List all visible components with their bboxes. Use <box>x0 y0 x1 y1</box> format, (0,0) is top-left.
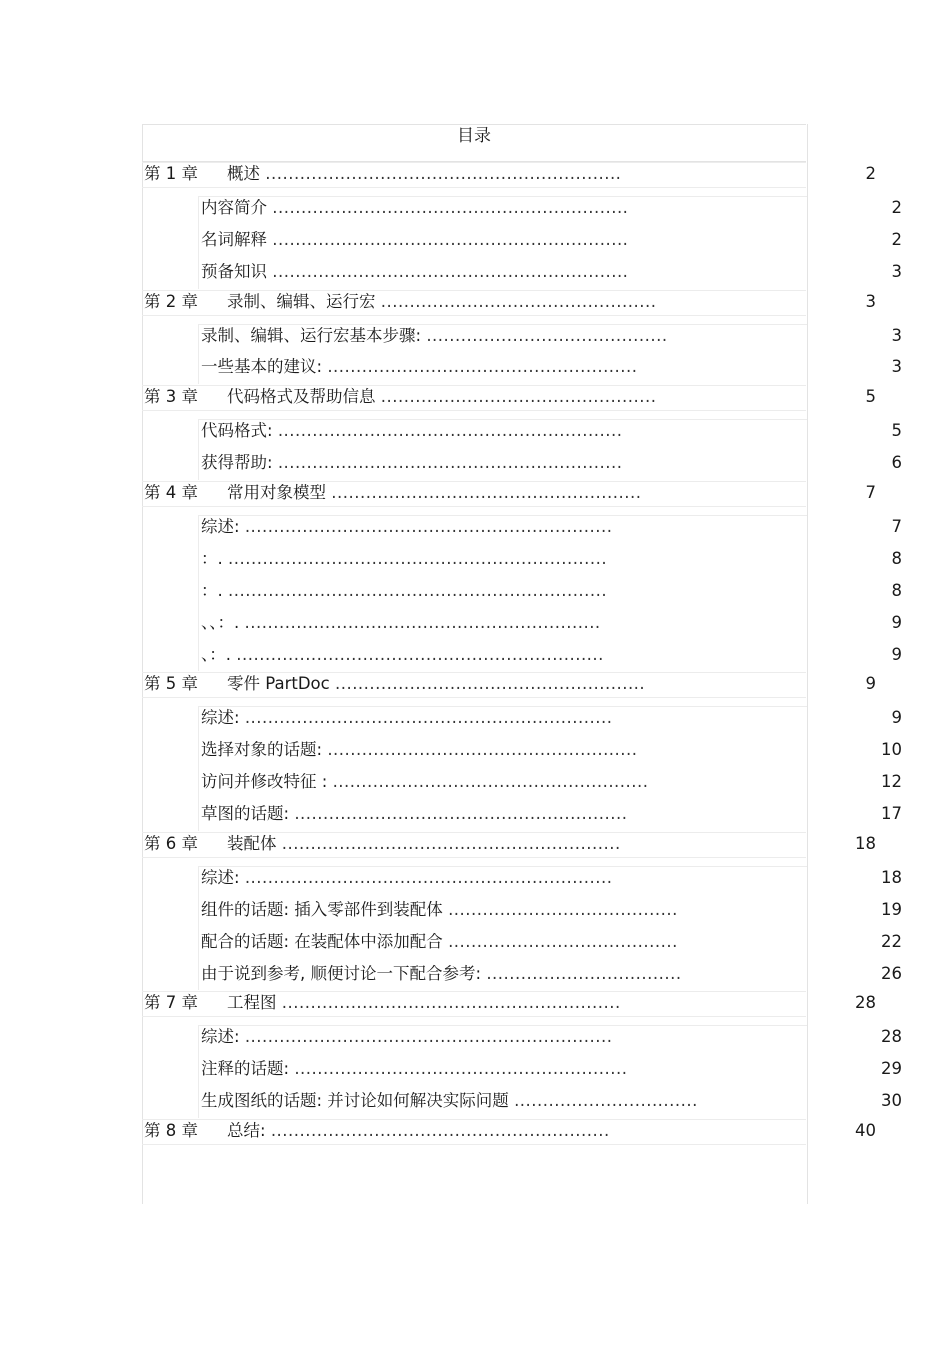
section-page-number: 9 <box>891 612 902 632</box>
toc-chapter-entry[interactable] <box>0 385 950 409</box>
section-title-line <box>201 228 628 252</box>
section-page-number: 6 <box>891 453 902 473</box>
toc-section-entry[interactable] <box>0 770 950 794</box>
section-page-number: 17 <box>881 804 902 823</box>
section-title-line <box>201 196 628 220</box>
section-title: 注释的话题: <box>201 1059 290 1079</box>
section-title-line <box>201 260 628 284</box>
section-title-line <box>201 451 623 475</box>
section-title: 综述: <box>201 708 240 728</box>
toc-section-entry[interactable] <box>0 898 950 922</box>
dot-leader: ........................................................... <box>270 1121 610 1140</box>
section-title: 组件的话题: 插入零部件到装配体 <box>201 899 443 919</box>
section-title-line <box>201 802 628 826</box>
toc-section-entry[interactable] <box>0 1025 950 1049</box>
dot-leader: ................................................................ <box>244 516 613 536</box>
toc-section-entry[interactable] <box>0 1057 950 1081</box>
section-title: 获得帮助: <box>201 453 273 473</box>
section-title: 预备知识 <box>201 261 267 281</box>
toc-section-entry[interactable] <box>0 706 950 730</box>
section-title-line <box>201 770 649 794</box>
toc-section-entry[interactable] <box>0 547 950 571</box>
dot-leader: ............................................................ <box>277 453 623 473</box>
section-page-number: 2 <box>891 229 902 249</box>
toc-section-entry[interactable] <box>0 866 950 890</box>
toc-section-entry[interactable] <box>0 579 950 603</box>
section-title: 内容简介 <box>201 197 267 217</box>
section-page-number: 8 <box>891 548 902 568</box>
section-title: 草图的话题: <box>201 804 290 823</box>
section-page-number: 5 <box>891 421 902 441</box>
chapter-number: 第 7 章 <box>144 993 198 1013</box>
toc-section-entry[interactable] <box>0 260 950 284</box>
chapter-title-line <box>227 1119 610 1143</box>
section-title-line <box>201 898 678 922</box>
chapter-number: 第 2 章 <box>144 291 198 311</box>
section-title-line <box>201 324 668 348</box>
chapter-title: 总结: <box>227 1121 266 1140</box>
toc-section-entry[interactable] <box>0 738 950 762</box>
section-page-number: 10 <box>881 740 902 760</box>
section-page-number: 3 <box>891 325 902 345</box>
toc-section-entry[interactable] <box>0 611 950 635</box>
section-title-line <box>201 515 612 539</box>
chapter-title: 零件 PartDoc <box>227 674 330 694</box>
section-page-number: 12 <box>881 772 902 792</box>
dot-leader: ........................................................... <box>281 993 621 1013</box>
chapter-page-number: 5 <box>865 387 876 407</box>
section-page-number: 29 <box>881 1059 902 1079</box>
section-title: 、：. <box>201 644 231 664</box>
dot-leader: .......................................................... <box>294 804 628 823</box>
toc-section-entry[interactable] <box>0 196 950 220</box>
section-title-line <box>201 866 612 890</box>
section-title-line <box>201 1089 698 1113</box>
section-title: 综述: <box>201 516 240 536</box>
section-title-line <box>201 579 607 603</box>
section-title-line <box>201 643 604 667</box>
dot-leader: ................................................ <box>380 387 657 407</box>
section-title: 综述: <box>201 867 240 887</box>
section-title-line <box>201 1057 628 1081</box>
chapter-title: 工程图 <box>227 993 277 1013</box>
chapter-title: 录制、编辑、运行宏 <box>227 291 376 311</box>
chapter-page-number: 18 <box>855 833 876 853</box>
toc-section-entry[interactable] <box>0 962 950 986</box>
section-title: 访问并修改特征 : <box>201 772 328 792</box>
section-title: ：. <box>201 548 223 568</box>
chapter-number: 第 6 章 <box>144 833 198 853</box>
chapter-number: 第 1 章 <box>144 164 198 183</box>
toc-section-entry[interactable] <box>0 1089 950 1113</box>
section-page-number: 2 <box>891 197 902 217</box>
section-title-line <box>201 1025 612 1049</box>
dot-leader: ...................................................... <box>331 483 642 502</box>
toc-chapter-entry[interactable] <box>0 1119 950 1143</box>
chapter-page-number: 7 <box>865 483 876 502</box>
section-title: 选择对象的话题: <box>201 740 323 760</box>
dot-leader: ................................................................ <box>244 867 613 887</box>
dot-leader: ........................................ <box>448 899 678 919</box>
dot-leader: .............................................................. <box>265 164 622 183</box>
chapter-page-number: 40 <box>855 1121 876 1140</box>
toc-section-entry[interactable] <box>0 355 950 379</box>
chapter-title-line <box>227 672 645 696</box>
chapter-number: 第 8 章 <box>144 1121 198 1140</box>
dot-leader: ................................................................ <box>236 644 604 664</box>
chapter-title: 常用对象模型 <box>227 483 326 502</box>
dot-leader: ....................................................... <box>332 772 649 792</box>
chapter-page-number: 9 <box>865 674 876 694</box>
chapter-title: 概述 <box>227 164 260 183</box>
section-page-number: 28 <box>881 1027 902 1047</box>
chapter-title-line <box>227 290 657 314</box>
section-title: 生成图纸的话题: 并讨论如何解决实际问题 <box>201 1091 509 1111</box>
toc-section-entry[interactable] <box>0 228 950 252</box>
chapter-title-line <box>227 162 621 186</box>
chapter-page-number: 3 <box>865 291 876 311</box>
dot-leader: ........................................ <box>448 931 678 951</box>
section-page-number: 30 <box>881 1091 902 1111</box>
dot-leader: .................................................................. <box>228 548 608 568</box>
toc-section-entry[interactable] <box>0 643 950 667</box>
dot-leader: ...................................................... <box>334 674 646 694</box>
dot-leader: .............................................................. <box>272 229 629 249</box>
toc-section-entry[interactable] <box>0 515 950 539</box>
toc-chapter-entry[interactable] <box>0 481 950 505</box>
section-title: 由于说到参考, 顺便讨论一下配合参考: <box>201 963 482 983</box>
toc-section-entry[interactable] <box>0 419 950 443</box>
chapter-title-line <box>227 385 657 409</box>
section-title: 一些基本的建议: <box>201 357 323 377</box>
section-title-line <box>201 355 638 379</box>
section-page-number: 19 <box>881 899 902 919</box>
chapter-number: 第 5 章 <box>144 674 198 694</box>
toc-chapter-entry[interactable] <box>0 290 950 314</box>
section-title-line <box>201 419 623 443</box>
chapter-page-number: 28 <box>855 993 876 1013</box>
chapter-title-line <box>227 991 621 1015</box>
dot-leader: ...................................................... <box>327 357 638 377</box>
toc-section-entry[interactable] <box>0 802 950 826</box>
chapter-title-line <box>227 832 621 856</box>
toc-chapter-entry[interactable] <box>0 162 950 186</box>
section-page-number: 22 <box>881 931 902 951</box>
dot-leader: .......................................... <box>426 325 668 345</box>
section-page-number: 3 <box>891 357 902 377</box>
chapter-title: 装配体 <box>227 833 277 853</box>
chapter-page-number: 2 <box>865 164 876 183</box>
section-title: 名词解释 <box>201 229 267 249</box>
section-title: 配合的话题: 在装配体中添加配合 <box>201 931 443 951</box>
toc-chapter-entry[interactable] <box>0 672 950 696</box>
dot-leader: ...................................................... <box>327 740 638 760</box>
dot-leader: ............................................................ <box>277 421 623 441</box>
chapter-title: 代码格式及帮助信息 <box>227 387 376 407</box>
dot-leader: .............................................................. <box>272 197 629 217</box>
section-page-number: 9 <box>891 708 902 728</box>
toc-section-entry[interactable] <box>0 324 950 348</box>
dot-leader: .......................................................... <box>294 1059 628 1079</box>
section-page-number: 18 <box>881 867 902 887</box>
section-title: ：. <box>201 580 223 600</box>
dot-leader: ................................................................ <box>244 1027 613 1047</box>
section-title: 、、：. <box>201 612 240 632</box>
section-page-number: 7 <box>891 516 902 536</box>
section-title-line <box>201 738 638 762</box>
section-title-line <box>201 547 607 571</box>
toc-title: 目录 <box>457 126 491 146</box>
section-title-line <box>201 706 612 730</box>
section-title-line <box>201 930 678 954</box>
dot-leader: ................................................................ <box>244 708 613 728</box>
section-title: 代码格式: <box>201 421 273 441</box>
dot-leader: ................................................ <box>380 291 657 311</box>
chapter-title-line <box>227 481 641 505</box>
dot-leader: .................................. <box>486 963 682 983</box>
dot-leader: ................................ <box>514 1091 698 1111</box>
section-page-number: 8 <box>891 580 902 600</box>
section-title: 录制、编辑、运行宏基本步骤: <box>201 325 422 345</box>
toc-chapter-entry[interactable] <box>0 991 950 1015</box>
section-page-number: 9 <box>891 644 902 664</box>
dot-leader: .................................................................. <box>228 580 608 600</box>
toc-section-entry[interactable] <box>0 930 950 954</box>
dot-leader: .............................................................. <box>272 261 629 281</box>
section-page-number: 26 <box>881 963 902 983</box>
toc-chapter-entry[interactable] <box>0 832 950 856</box>
chapter-number: 第 3 章 <box>144 387 198 407</box>
toc-section-entry[interactable] <box>0 451 950 475</box>
section-title-line <box>201 611 601 635</box>
chapter-number: 第 4 章 <box>144 483 198 502</box>
section-page-number: 3 <box>891 261 902 281</box>
dot-leader: .............................................................. <box>244 612 601 632</box>
dot-leader: ........................................................... <box>281 833 621 853</box>
section-title: 综述: <box>201 1027 240 1047</box>
section-title-line <box>201 962 682 986</box>
